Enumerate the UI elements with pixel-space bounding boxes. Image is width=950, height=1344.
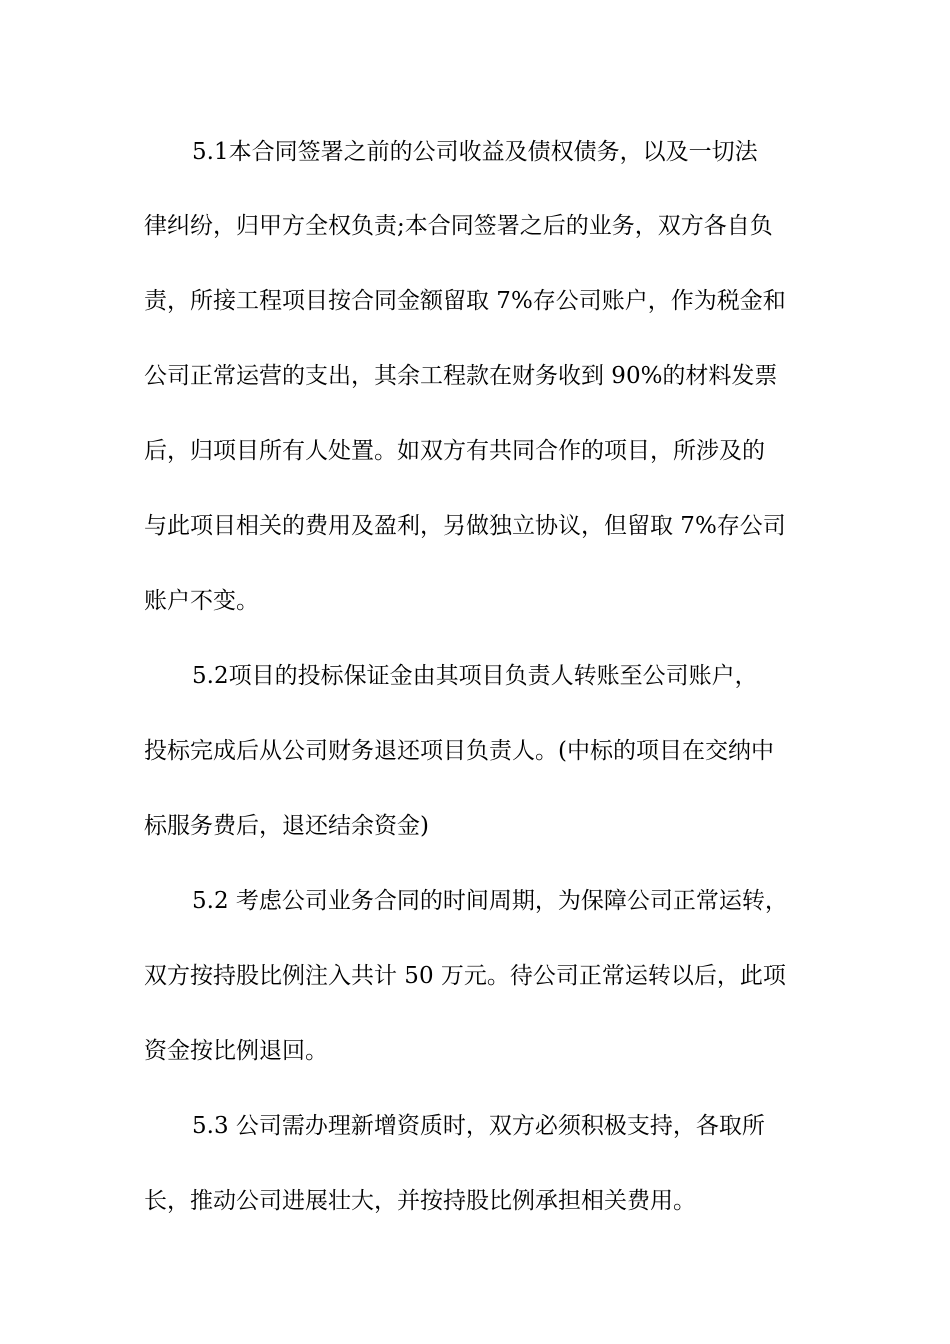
clause-5-2b-line-1: 5.2 考虑公司业务合同的时间周期，为保障公司正常运转，	[192, 888, 788, 914]
clause-5-2a-line-2: 投标完成后从公司财务退还项目负责人。(中标的项目在交纳中	[144, 738, 774, 764]
clause-5-1-line-4: 公司正常运营的支出，其余工程款在财务收到 90%的材料发票	[144, 363, 778, 389]
clause-5-1-line-7: 账户不变。	[144, 588, 259, 614]
clause-5-2b-line-2: 双方按持股比例注入共计 50 万元。待公司正常运转以后，此项	[144, 963, 786, 989]
clause-5-2a-line-1: 5.2项目的投标保证金由其项目负责人转账至公司账户，	[192, 663, 758, 689]
clause-5-1-line-5: 后，归项目所有人处置。如双方有共同合作的项目，所涉及的	[144, 438, 765, 464]
clause-5-2a-line-3: 标服务费后，退还结余资金)	[144, 813, 429, 839]
clause-5-1-line-1: 5.1本合同签署之前的公司收益及债权债务，以及一切法	[192, 139, 758, 165]
clause-5-1-line-2: 律纠纷，归甲方全权负责;本合同签署之后的业务，双方各自负	[144, 213, 773, 239]
clause-5-1-line-6: 与此项目相关的费用及盈利，另做独立协议，但留取 7%存公司	[144, 513, 786, 539]
clause-5-2b-line-3: 资金按比例退回。	[144, 1038, 328, 1064]
clause-5-1-line-3: 责，所接工程项目按合同金额留取 7%存公司账户，作为税金和	[144, 288, 786, 314]
clause-5-3-line-1: 5.3 公司需办理新增资质时，双方必须积极支持，各取所	[192, 1113, 765, 1139]
clause-5-3-line-2: 长，推动公司进展壮大，并按持股比例承担相关费用。	[144, 1188, 696, 1214]
